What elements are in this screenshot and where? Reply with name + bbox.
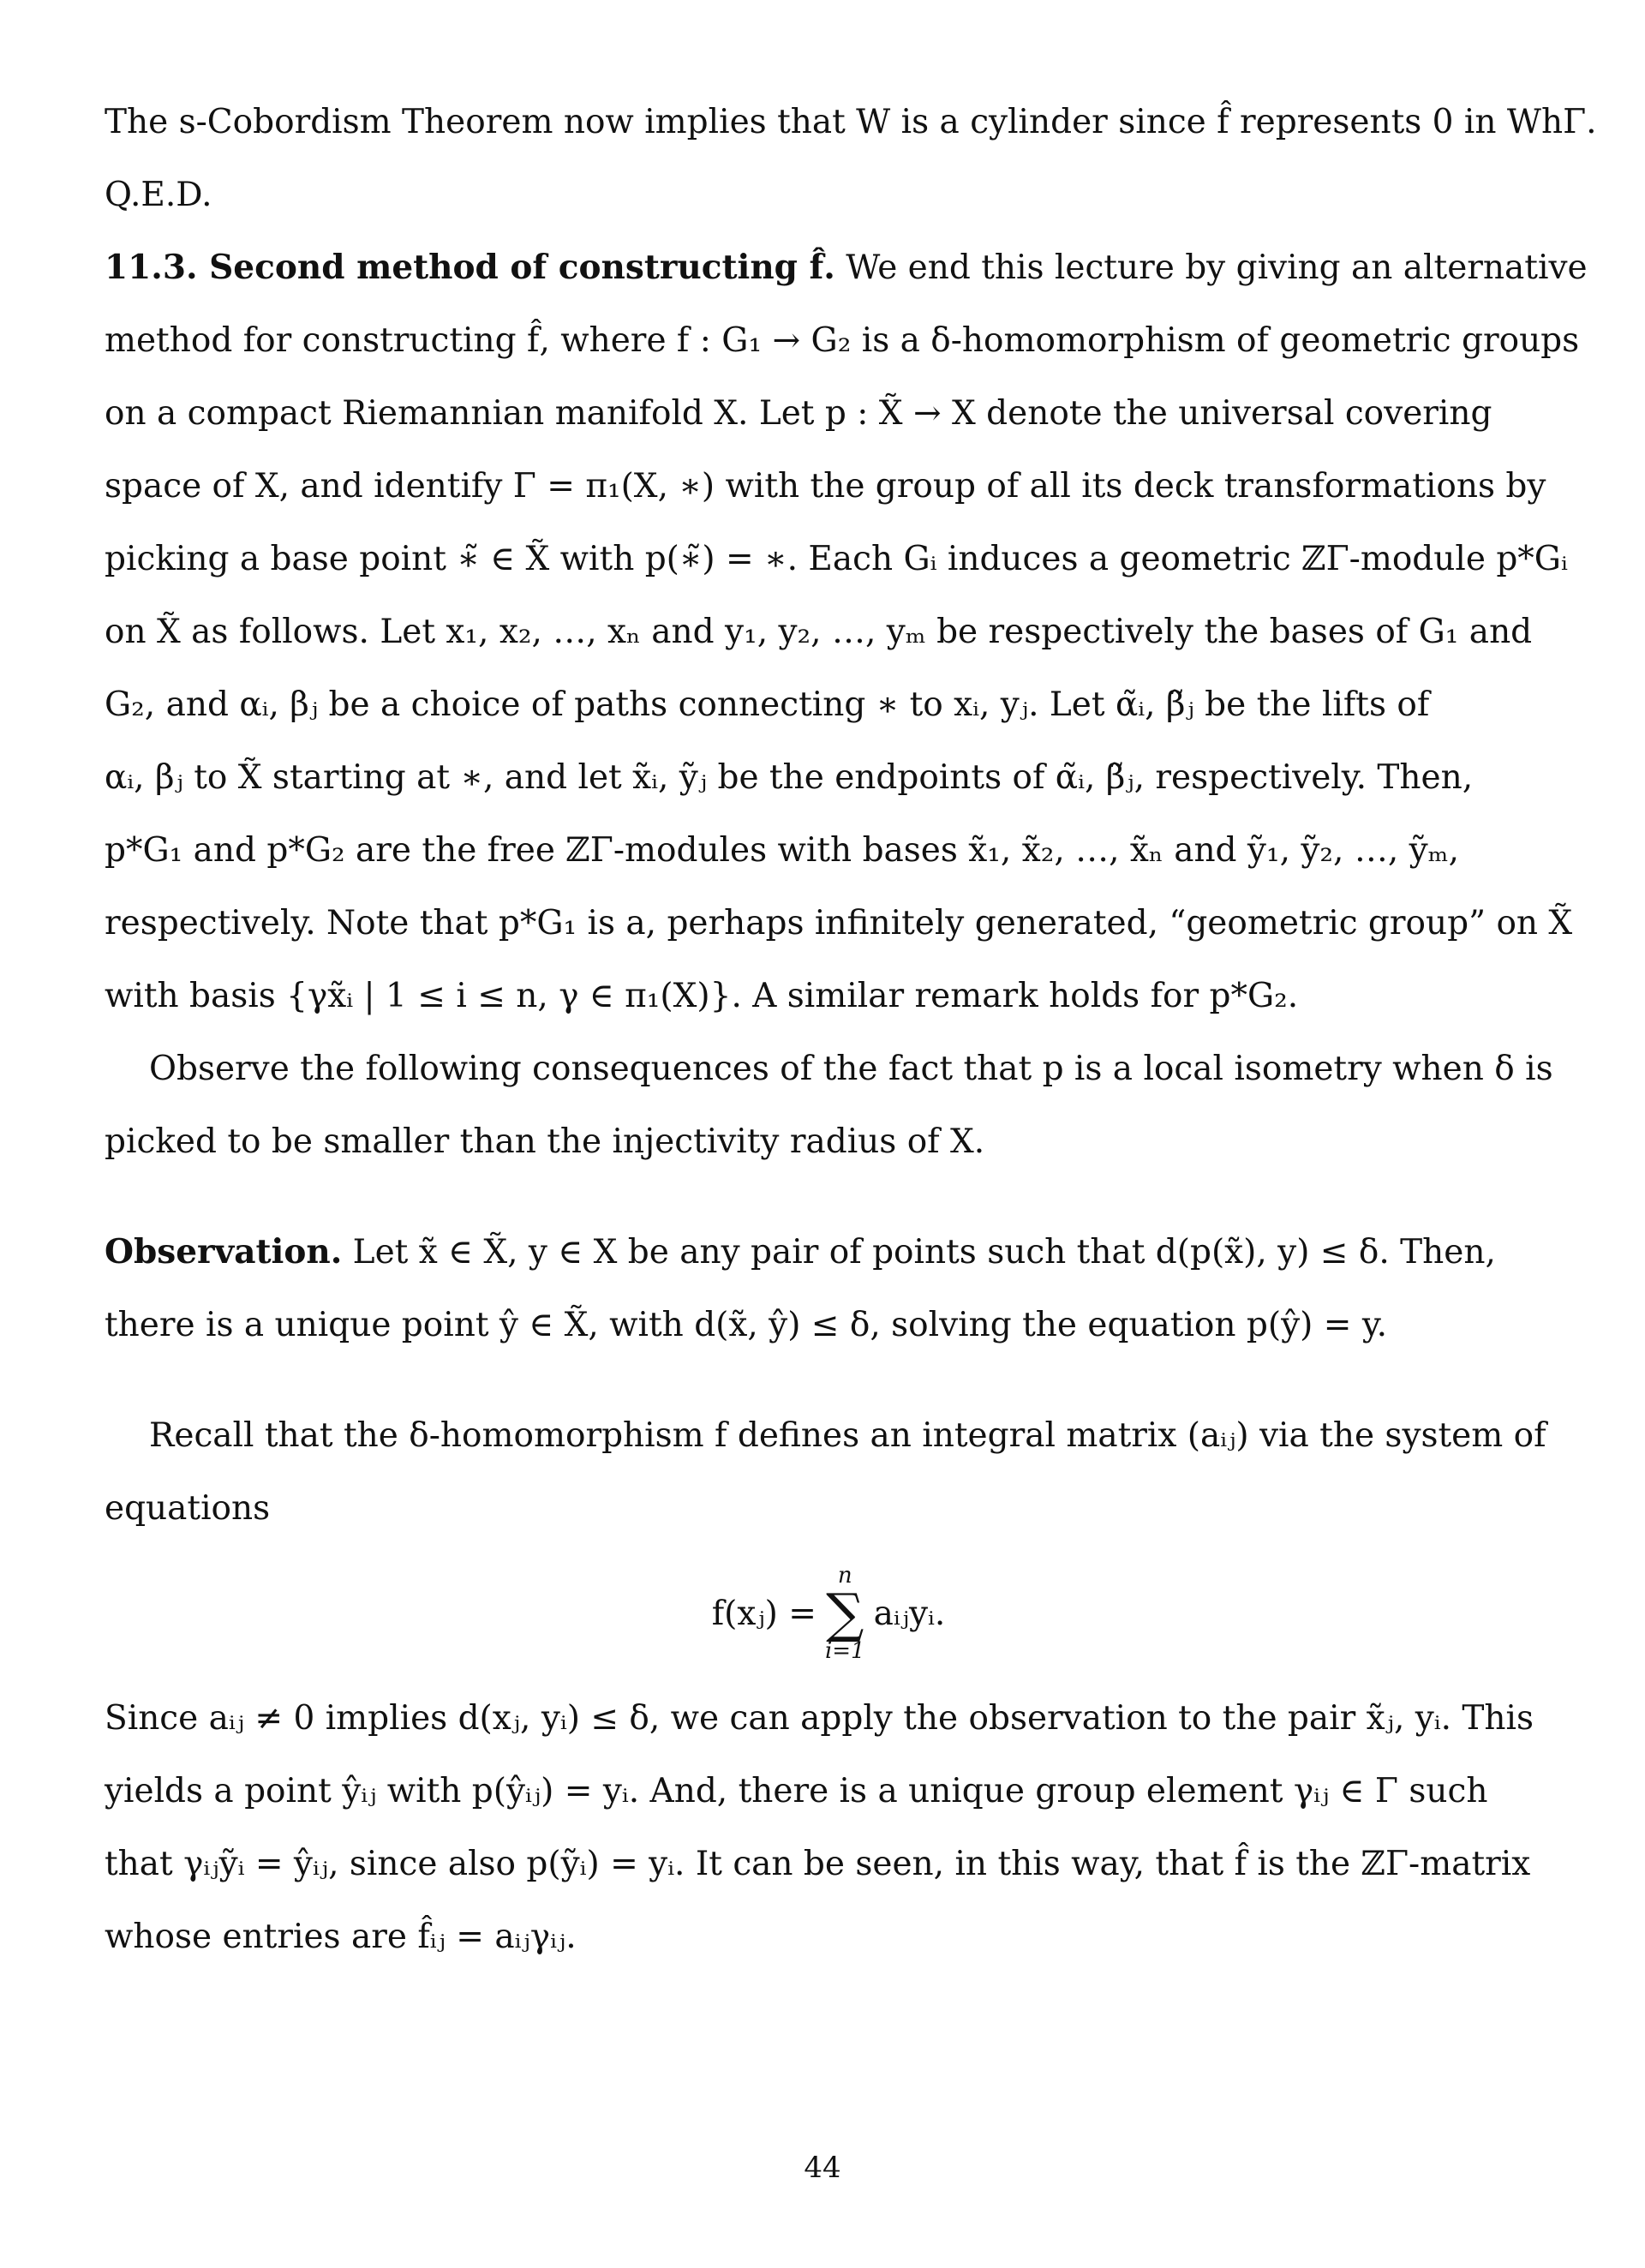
text-line: whose entries are f̂ᵢⱼ = aᵢⱼγᵢⱼ. <box>105 1918 577 1956</box>
text-line: yields a point ŷᵢⱼ with p(ŷᵢⱼ) = yᵢ. And, there is a unique group element γᵢⱼ ∈ Γ such <box>105 1772 1488 1810</box>
spacer <box>105 1361 1552 1399</box>
text-line: equations <box>105 1489 271 1528</box>
page-number: 44 <box>804 2151 841 2185</box>
text-line: respectively. Note that p*G₁ is a, perhaps infinitely generated, “geometric group” on X̃ <box>105 904 1573 943</box>
sum-lower-limit: i=1 <box>824 1638 865 1664</box>
qed: Q.E.D. <box>105 176 212 214</box>
sum-upper-limit: n <box>837 1563 852 1589</box>
text-line: with basis {γx̃ᵢ | 1 ≤ i ≤ n, γ ∈ π₁(X)}. A similar remark holds for p*G₂. <box>105 977 1299 1015</box>
text-line: p*G₁ and p*G₂ are the free ℤΓ-modules with bases x̃₁, x̃₂, …, x̃ₙ and ỹ₁, ỹ₂, …, ỹₘ, <box>105 831 1459 870</box>
text-line: space of X, and identify Γ = π₁(X, ∗) with the group of all its deck transformations by <box>105 467 1546 506</box>
text-line: Recall that the δ-homomorphism f defines an integral matrix (aᵢⱼ) via the system of <box>149 1416 1546 1455</box>
observation-label: Observation. <box>105 1232 343 1272</box>
text-line: picked to be smaller than the injectivity radius of X. <box>105 1122 985 1161</box>
section-heading: 11.3. Second method of constructing f̂. <box>105 248 835 287</box>
equation-rhs: aᵢⱼyᵢ. <box>873 1594 946 1633</box>
observation-text: Let x̃ ∈ X̃, y ∈ X be any pair of points such that d(p(x̃), y) ≤ δ. Then, <box>352 1233 1496 1272</box>
text-line: picking a base point ∗̃ ∈ X̃ with p(∗̃) = ∗. Each Gᵢ induces a geometric ℤΓ-module p*Gᵢ <box>105 540 1568 578</box>
equation-lhs: f(xⱼ) = <box>711 1594 817 1633</box>
section-text: We end this lecture by giving an alternative <box>846 248 1588 287</box>
sum-symbol: ∑ <box>826 1582 864 1644</box>
text-line: The s-Cobordism Theorem now implies that W is a cylinder since f̂ represents 0 in WhΓ. <box>105 103 1597 141</box>
page-body <box>105 86 1597 1973</box>
section-first-line <box>105 231 1588 304</box>
text-line: that γᵢⱼỹᵢ = ŷᵢⱼ, since also p(ỹᵢ) = yᵢ. It can be seen, in this way, that f̂ is the ℤΓ-matrix <box>105 1845 1531 1883</box>
text-line: Observe the following consequences of the fact that p is a local isometry when δ is <box>149 1050 1553 1088</box>
spacer <box>105 1178 1552 1216</box>
text-line: G₂, and αᵢ, βⱼ be a choice of paths connecting ∗ to xᵢ, yⱼ. Let α̃ᵢ, β̃ⱼ be the lifts of <box>105 685 1430 724</box>
text-line: there is a unique point ŷ ∈ X̃, with d(x̃, ŷ) ≤ δ, solving the equation p(ŷ) = y. <box>105 1306 1388 1344</box>
text-line: on X̃ as follows. Let x₁, x₂, …, xₙ and y₁, y₂, …, yₘ be respectively the bases of G₁ and <box>105 613 1533 651</box>
observation-first-line <box>105 1216 1552 1289</box>
text-line: αᵢ, βⱼ to X̃ starting at ∗, and let x̃ᵢ, ỹⱼ be the endpoints of α̃ᵢ, β̃ⱼ, respectively. Then, <box>105 758 1474 797</box>
text-line: Since aᵢⱼ ≠ 0 implies d(xⱼ, yᵢ) ≤ δ, we can apply the observation to the pair x̃ⱼ, yᵢ. This <box>105 1699 1534 1738</box>
display-equation <box>105 1545 1552 1682</box>
text-line: on a compact Riemannian manifold X. Let p : X̃ → X denote the universal covering <box>105 394 1492 433</box>
text-line: method for constructing f̂, where f : G₁ → G₂ is a δ-homomorphism of geometric groups <box>105 321 1580 360</box>
summation <box>825 1565 865 1662</box>
